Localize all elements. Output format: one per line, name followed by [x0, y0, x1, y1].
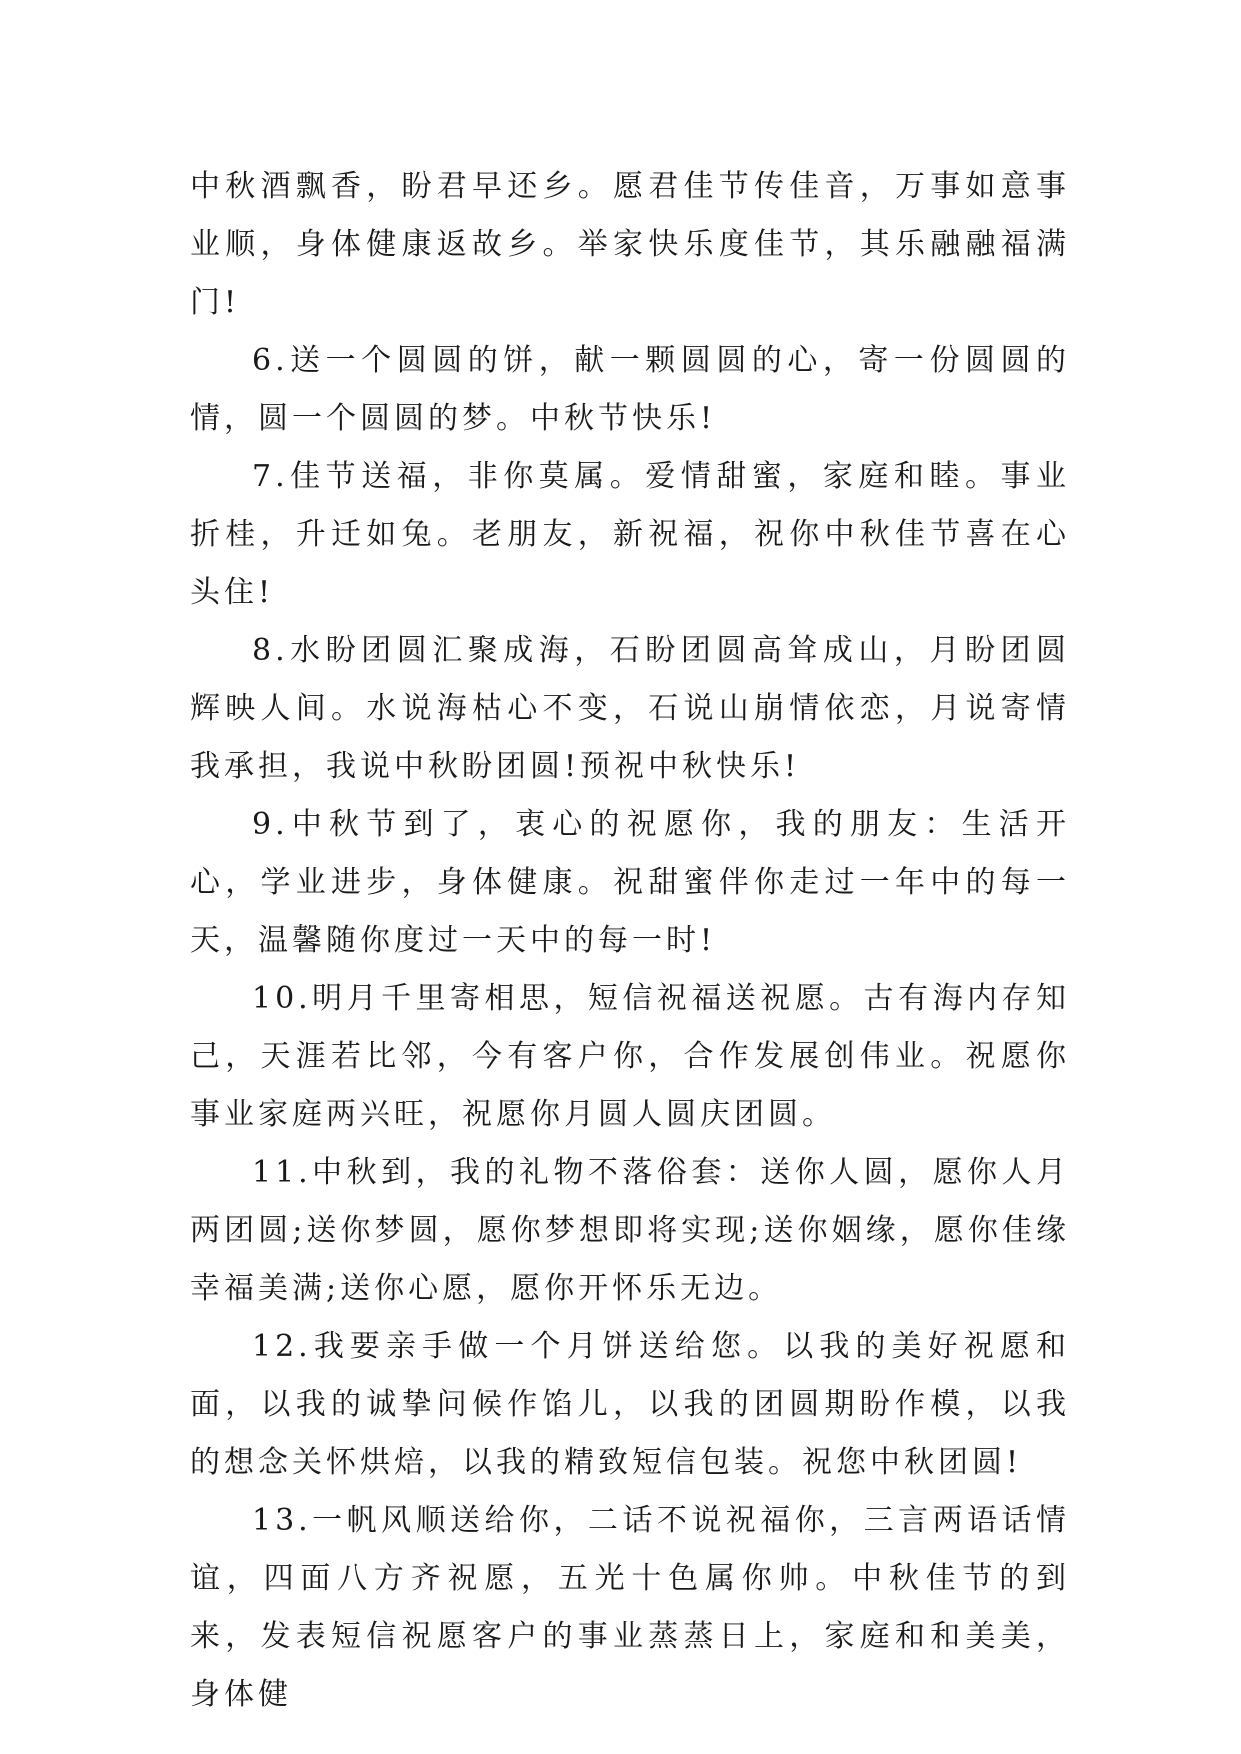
paragraph-item-6: 6.送一个圆圆的饼，献一颗圆圆的心，寄一份圆圆的情，圆一个圆圆的梦。中秋节快乐! [190, 343, 1070, 436]
paragraph-item-10: 10.明月千里寄相思，短信祝福送祝愿。古有海内存知己，天涯若比邻，今有客户你，合作发展创伟业。祝愿你事业家庭两兴旺，祝愿你月圆人圆庆团圆。 [190, 981, 1070, 1132]
paragraph-item-8: 8.水盼团圆汇聚成海，石盼团圆高耸成山，月盼团圆辉映人间。水说海枯心不变，石说山崩情依恋，月说寄情我承担，我说中秋盼团圆!预祝中秋快乐! [190, 633, 1070, 784]
document-body [190, 158, 1070, 1724]
paragraph-item-11: 11.中秋到，我的礼物不落俗套：送你人圆，愿你人月两团圆;送你梦圆，愿你梦想即将实现;送你姻缘，愿你佳缘幸福美满;送你心愿，愿你开怀乐无边。 [190, 1155, 1070, 1306]
paragraph-item-12: 12.我要亲手做一个月饼送给您。以我的美好祝愿和面，以我的诚挚问候作馅儿，以我的团圆期盼作模，以我的想念关怀烘焙，以我的精致短信包装。祝您中秋团圆! [190, 1329, 1070, 1480]
paragraph-continued: 中秋酒飘香，盼君早还乡。愿君佳节传佳音，万事如意事业顺，身体健康返故乡。举家快乐度佳节，其乐融融福满门! [190, 169, 1070, 320]
paragraph-item-7: 7.佳节送福，非你莫属。爱情甜蜜，家庭和睦。事业折桂，升迁如兔。老朋友，新祝福，祝你中秋佳节喜在心头住! [190, 459, 1070, 610]
paragraph-item-9: 9.中秋节到了，衷心的祝愿你，我的朋友：生活开心，学业进步，身体健康。祝甜蜜伴你走过一年中的每一天，温馨随你度过一天中的每一时! [190, 807, 1070, 958]
paragraph-item-13: 13.一帆风顺送给你，二话不说祝福你，三言两语话情谊，四面八方齐祝愿，五光十色属你帅。中秋佳节的到来，发表短信祝愿客户的事业蒸蒸日上，家庭和和美美，身体健 [190, 1503, 1070, 1712]
